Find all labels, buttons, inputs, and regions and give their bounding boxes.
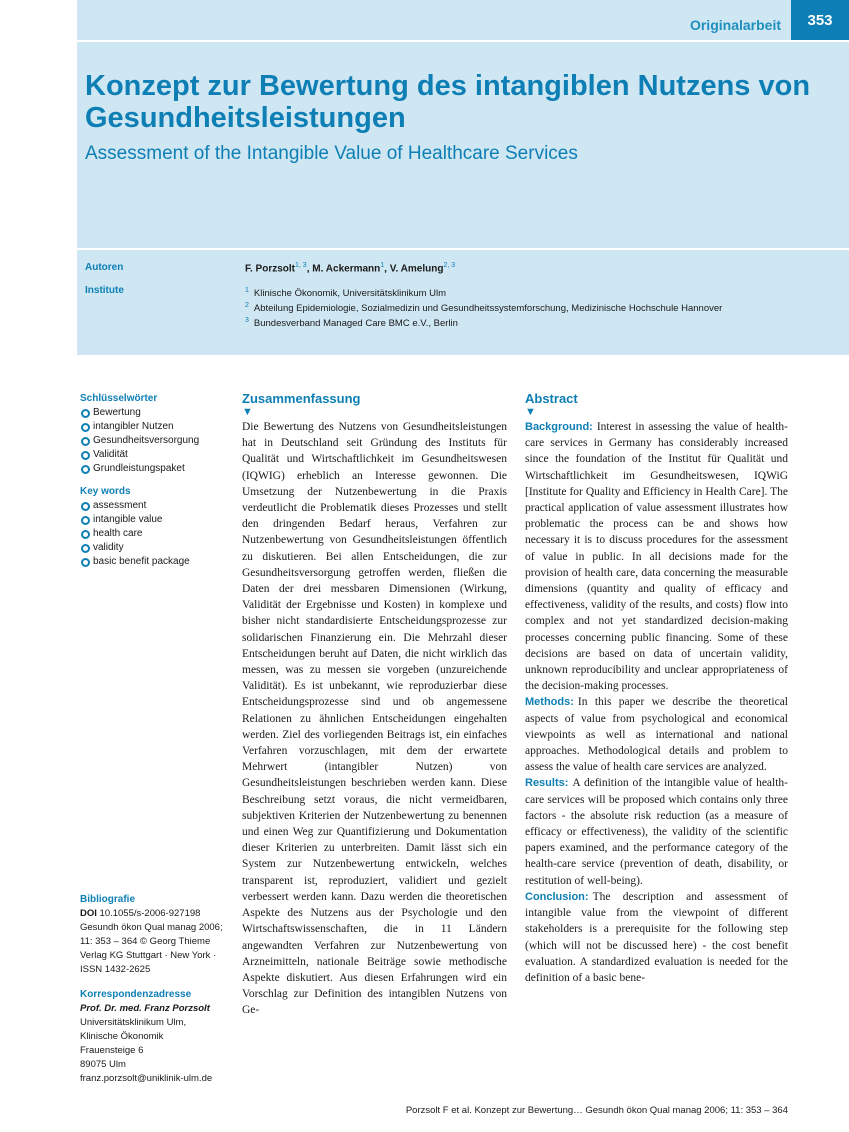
institute-text: Abteilung Epidemiologie, Sozialmedizin und Gesundheitssystemforschung, Medizinische Hochschule Hannover [253,303,723,315]
results-text: A definition of the intangible value of health-care services will be proposed which contains only three factors - the absolute risk reduction (as a measure of efficacy or effectiveness), the validity of the scientific papers examined, and the performance category of the health-care service (prevention of death, disability, or restitution of well-being). [525,777,788,887]
institute-number: 3 [245,317,249,325]
author-name: M. Ackermann [312,263,381,275]
institute-text: Klinische Ökonomik, Universitätsklinikum Ulm [253,288,447,300]
author-affiliation: 1, 3 [295,262,307,269]
triangle-marker-icon: ▼ [242,406,253,418]
doi-line [80,907,230,921]
institute-number: 1 [245,287,249,294]
doi-label: DOI [80,908,97,919]
correspondence-name: Prof. Dr. med. Franz Porzsolt [80,1003,210,1014]
authors: F. Porzsolt$^{1, 3}$, M. Ackermann$^1$, V. Amelung$^{2, 3}$ [245,262,456,275]
correspondence-line: Klinische Ökonomik [80,1031,164,1042]
article-title: Konzept zur Bewertung des intangiblen Nutzens von Gesundheitsleistungen [85,70,811,134]
abstract-conclusion [525,889,788,986]
keyword-item: Gesundheitsversorgung [80,434,230,448]
keyword-item: Validität [80,448,230,462]
citation: Gesundh ökon Qual manag 2006; 11: 353 – 364 © Georg Thieme Verlag KG Stuttgart · New York · ISSN 1432-2625 [80,922,223,975]
correspondence [80,988,240,1086]
author-name: F. Porzsolt [245,263,296,275]
correspondence-line: Frauensteige 6 [80,1045,144,1056]
abstract-de-text: Die Bewertung des Nutzens von Gesundheitsleistungen hat in Deutschland seit Gründung des Instituts für Qualität und Wirtschaftlichkeit im Gesundheitswesen (IQWIG) erheblich an Interesse gewonnen. Die Umsetzung der Nutzenbewertung in die Praxis verdeutlicht die Problematik dieses Prozesses und stellt den dringenden Bedarf heraus, Verfahren zur Nutzenbewertung von Gesundheitsleistungen öffentlich zu diskutieren. Bei allen Entscheidungen, die zur Gesundheitsversorgung getroffen werden, fließen die Daten der drei messbaren Dimensionen (Wirkung, Validität der Ergebnisse und Kosten) in komplexe und bisher nicht standardisierte Entscheidungsprozesse zur solidarischen Finanzierung ein. Die Mehrzahl dieser Entscheidungen beruht auf Daten, die nicht wirklich das messen, was zu messen sie vorgeben (unzureichende Validität). Es ist unbekannt, wie reproduzierbar diese Entscheidungsprozesse sind und ob angemessene Relationen zu ähnlichen Entscheidungen eingehalten werden. Ziel des vorliegenden Beitrags ist, ein einfaches Verfahren vorzuschlagen, mit dem der erwartete Mehrwert (intangibler Nutzen) von Gesundheitsleistungen beschrieben werden kann. Diese Beschreibung setzt voraus, die nicht vermeidbaren, subjektiven Kriterien der Nutzenbewertung zu benennen und einen Weg zur Quantifizierung und Dokumentation dieser Kriterien zu unterbreiten. Damit lässt sich ein System zur Nutzenbewertung entwickeln, welches transparent ist, reproduziert, validiert und gezielt verbessert werden kann. Dazu werden die theoretischen Aspekte des Nutzens aus der Psychologie und den Wirtschaftswissenschaften, die in 11 Ländern angewandten Verfahren zur Nutzenbewertung von Arzneimitteln, nationale Beiträge sowie methodische Aspekte diskutiert. Aus diesen Erfahrungen wird ein Vorschlag zur Definition des intangiblen Nutzens von Ge- [242,421,507,1017]
keyword-item: validity [80,541,230,555]
background-text: Interest in assessing the value of health-care services in Germany has considerably increased since the foundation of the Institut für Qualität und Wirtschaftlichkeit im Gesundheitswesen, IQWiG [Institute for Quality and Efficiency in Health Care]. The practical application of value assessment illustrates how problematic the process can be and shows how necessary it is to discuss procedures for the assessment of value in public. In all decisions made for the provision of health care, data concerning the measurable dimensions (quantity and quality of efficacy and effectiveness, validity of the results, and costs) flow into complex and not yet standardized decision-making processes concerning public financing. Some of these decisions are based on data of uncertain validity, unknown reproducibility and unclear appropriateness of the decision-making processes. [525,421,788,693]
section-label: Originalarbeit [689,17,781,33]
abstract-background [525,419,788,694]
author-affiliation: 2, 3 [443,262,456,269]
authors-label: Autoren [85,262,124,273]
keywords-de-label: Schlüsselwörter [80,393,158,404]
conclusion-label: Conclusion: [525,890,589,903]
bibliography [80,893,230,977]
methods-label: Methods: [525,696,574,709]
institute-text: Bundesverband Managed Care BMC e.V., Berlin [253,318,458,330]
keywords-sidebar [80,392,230,569]
keyword-item: Grundleistungspaket [80,462,230,476]
page-number: 353 [791,0,849,40]
author-name: V. Amelung [389,263,444,275]
keywords-en-label: Key words [80,486,131,497]
abstract-methods [525,694,788,775]
correspondence-email[interactable]: franz.porzsolt@uniklinik-ulm.de [80,1073,213,1084]
results-label: Results: [525,777,569,790]
abstract-de-heading: Zusammenfassung [242,391,361,406]
page-footer: Porzsolt F et al. Konzept zur Bewertung… Gesundh ökon Qual manag 2006; 11: 353 – 364 [405,1105,788,1116]
institute-item [245,300,722,315]
author-affiliation: 1 [380,262,385,269]
abstract-results [525,775,788,888]
institute-item [245,315,722,330]
abstract-en-heading: Abstract [525,391,578,406]
correspondence-label: Korrespondenzadresse [80,989,192,1000]
correspondence-line: 89075 Ulm [80,1059,126,1070]
institute-number: 2 [245,302,249,310]
doi-value[interactable]: 10.1055/s-2006-927198 [99,908,201,919]
abstract-en [525,392,788,986]
abstract-de [242,392,507,1019]
institutes-list [245,285,722,330]
institute-item [245,285,722,300]
methods-text: In this paper we describe the theoretical aspects of value from psychological and economical viewpoints as well as international and national approaches. Methodological details and problem to assess the value of health care services are analyzed. [525,696,788,774]
article-subtitle: Assessment of the Intangible Value of Healthcare Services [85,143,578,164]
bibliography-label: Bibliografie [80,894,136,905]
keyword-item: basic benefit package [80,555,230,569]
keyword-item: intangible value [80,513,230,527]
triangle-marker-icon: ▼ [525,406,536,418]
keyword-item: Bewertung [80,406,230,420]
keyword-item: intangibler Nutzen [80,420,230,434]
correspondence-line: Universitätsklinikum Ulm, [80,1017,187,1028]
keyword-item: health care [80,527,230,541]
institutes-label: Institute [85,285,124,296]
background-label: Background: [525,421,593,433]
conclusion-text: The description and assessment of intangible value from the viewpoint of different stakeholders is a prerequisite for the following step (which will not be discussed here) - the cost benefit evaluation. A standardized evaluation is needed for the definition of a basic bene- [525,890,788,984]
header-band [77,0,849,40]
keyword-item: assessment [80,499,230,513]
